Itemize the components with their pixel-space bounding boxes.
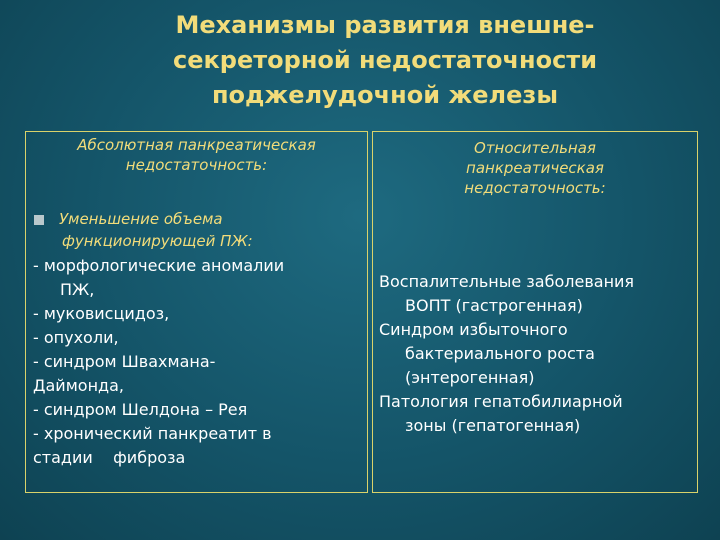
subheading-line-2: функционирующей ПЖ: (62, 232, 253, 250)
title-line-3: поджелудочной железы (211, 81, 559, 109)
list-item (379, 318, 695, 390)
list-item: - опухоли, (33, 328, 119, 347)
title-line-2: секреторной недостаточности (172, 46, 598, 74)
square-bullet-icon (34, 215, 44, 225)
slide-title (150, 8, 620, 113)
relative-causes-list (379, 270, 695, 438)
left-heading-line-1: Абсолютная панкреатическая (77, 136, 316, 154)
list-item: - морфологические аномалии (33, 256, 285, 275)
absolute-insufficiency-heading (26, 135, 367, 175)
item-line: (энтерогенная) (405, 368, 535, 387)
absolute-causes-list (33, 254, 363, 470)
item-line: зоны (гепатогенная) (405, 416, 581, 435)
item-line: ВОПТ (гастрогенная) (405, 296, 583, 315)
relative-insufficiency-heading (373, 138, 697, 198)
relative-insufficiency-panel (372, 131, 698, 493)
subheading-line-1: Уменьшение объема (59, 210, 223, 228)
list-item: стадии фиброза (33, 448, 186, 467)
list-item: Даймонда, (33, 376, 124, 395)
right-heading-line-3: недостаточность: (464, 179, 606, 197)
list-item (379, 390, 695, 438)
item-line: Патология гепатобилиарной (379, 392, 623, 411)
right-heading-line-2: панкреатическая (466, 159, 604, 177)
list-item: ПЖ, (60, 280, 95, 299)
left-heading-line-2: недостаточность: (125, 156, 268, 174)
item-line: бактериального роста (405, 344, 595, 363)
right-heading-line-1: Относительная (474, 139, 596, 157)
item-line: Синдром избыточного (379, 320, 568, 339)
list-item: - муковисцидоз, (33, 304, 170, 323)
list-item: - синдром Шелдона – Рея (33, 400, 248, 419)
absolute-insufficiency-panel (25, 131, 368, 493)
title-line-1: Механизмы развития внешне- (175, 11, 595, 39)
item-line: Воспалительные заболевания (379, 272, 635, 291)
list-item (379, 270, 695, 318)
list-item: - хронический панкреатит в (33, 424, 272, 443)
list-item: - синдром Швахмана- (33, 352, 216, 371)
reduced-volume-subheading (34, 208, 364, 252)
